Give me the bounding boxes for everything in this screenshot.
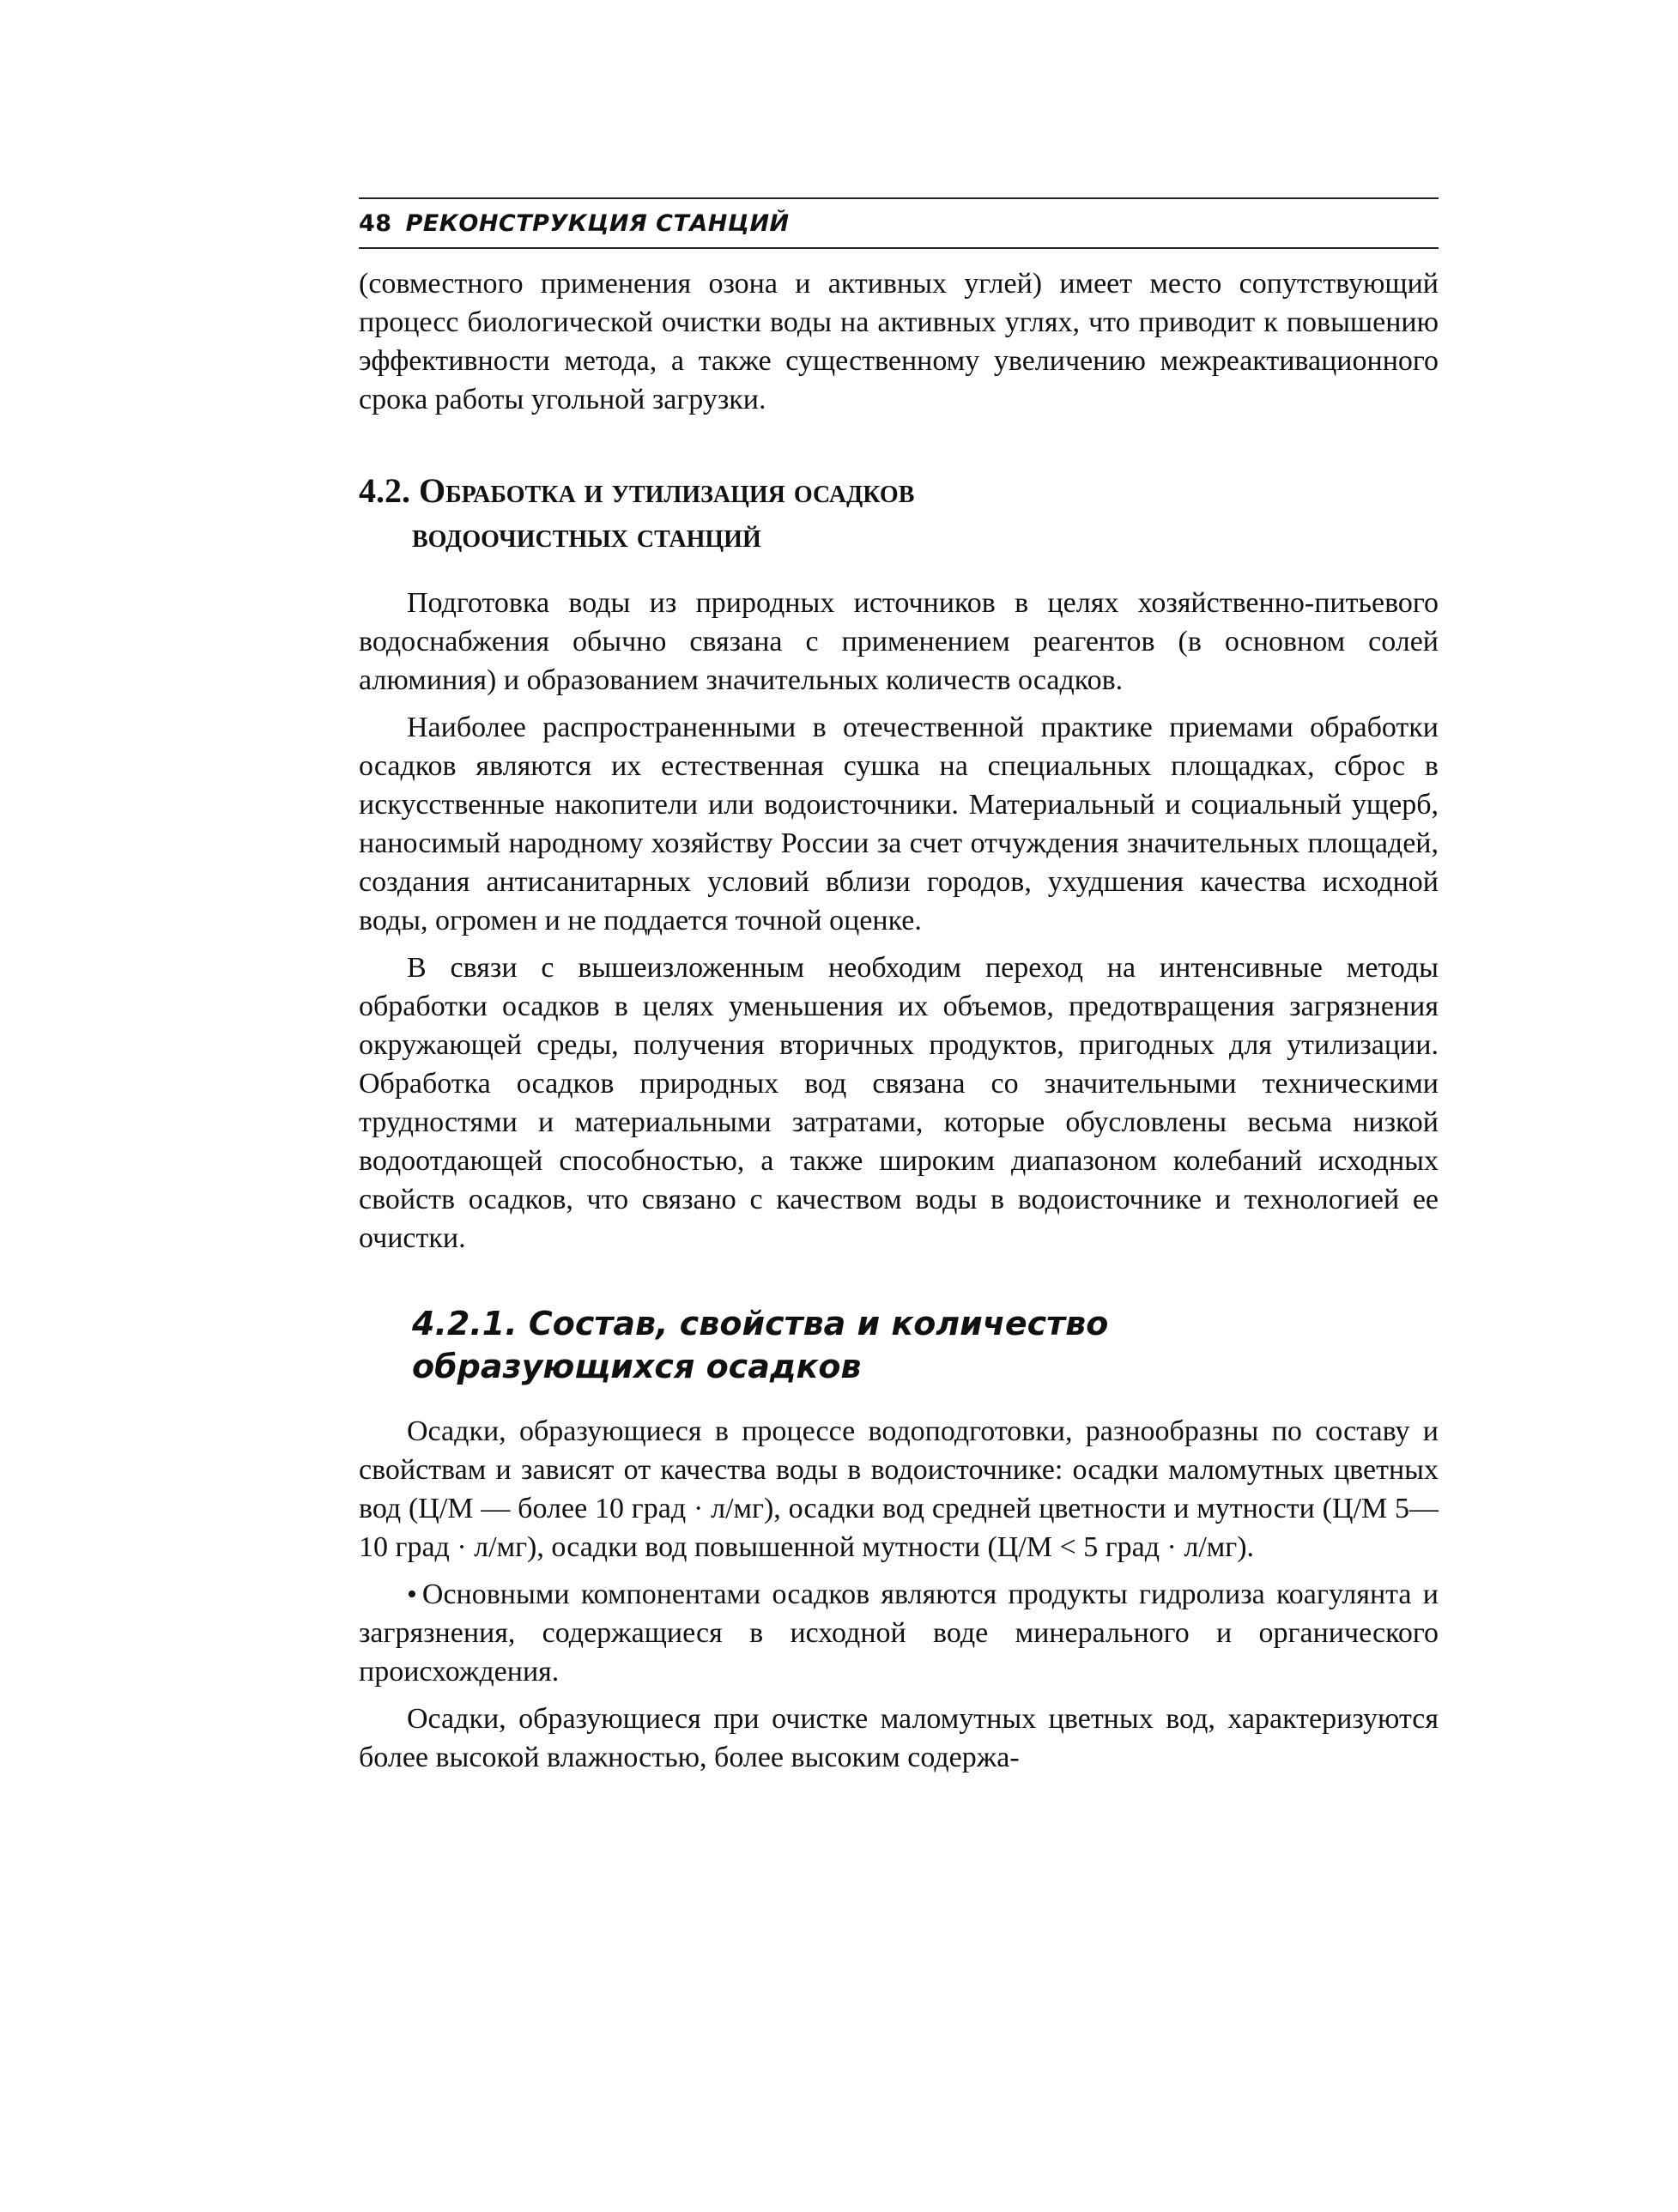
section-paragraph-3: В связи с вышеизложенным необходим переход на интенсивные методы обработки осадков в целях уменьшения их объемов, предотвращения загрязнения окружающей среды, получения вторичных продуктов, пригодных для утилизации. Обработка осадков природных вод связана со значительными техническими трудностями и материальными затратами, которые обусловлены весьма низкой водоотдающей способностью, а также широким диапазоном колебаний исходных свойств осадков, что связано с качеством воды в водоисточнике и технологией ее очистки. [359, 952, 1439, 1254]
book-page [359, 197, 1439, 1777]
section-title-line2: водоочистных станций [412, 516, 761, 555]
section-paragraph-1: Подготовка воды из природных источников в целях хозяйственно-питьевого водоснабжения обычно связана с применением реагентов (в основном солей алюминия) и образованием значительных количеств осадков. [359, 587, 1439, 696]
intro-paragraph: (совместного применения озона и активных углей) имеет место сопутствующий процесс биологической очистки воды на активных углях, что приводит к повышению эффективности метода, а также существенному увеличению межреактивационного срока работы угольной загрузки. [359, 268, 1439, 415]
section-title-line1: Обработка и утилизация осадков [419, 471, 915, 510]
subsection-number: 4.2.1. [412, 1305, 518, 1342]
bullet-paragraph [359, 1575, 1439, 1691]
bullet-icon: • [407, 1579, 417, 1610]
subsection-heading [359, 1302, 1439, 1388]
subsection-title-line2: образующихся осадков [412, 1348, 862, 1385]
section-paragraph-2: Наиболее распространенными в отечественной практике приемами обработки осадков являются их естественная сушка на специальных площадках, сброс в искусственные накопители или водоисточники. Материальный и социальный ущерб, наносимый народному хозяйству России за счет отчуждения значительных площадей, создания антисанитарных условий вблизи городов, ухудшения качества исходной воды, огромен и не поддается точной оценке. [359, 712, 1439, 936]
subsection-paragraph-3: Осадки, образующиеся при очистке маломутных цветных вод, характеризуются более высокой влажностью, более высоким содержа- [359, 1703, 1439, 1773]
running-title: РЕКОНСТРУКЦИЯ СТАНЦИЙ [405, 209, 790, 237]
section-heading [359, 469, 1439, 558]
subsection-title-line1: Состав, свойства и количество [528, 1305, 1109, 1342]
page-number: 48 [359, 209, 392, 237]
subsection-paragraph-1: Осадки, образующиеся в процессе водоподготовки, разнообразны по составу и свойствам и зависят от качества воды в водоисточнике: осадки маломутных цветных вод (Ц/М — более 10 град · л/мг), осадки вод средней цветности и мутности (Ц/М 5—10 град · л/мг), осадки вод повышенной мутности (Ц/М < 5 град · л/мг). [359, 1415, 1439, 1563]
bullet-text: Основными компонентами осадков являются продукты гидролиза коагулянта и загрязнения, содержащиеся в исходной воде минерального и органического происхождения. [359, 1579, 1439, 1688]
running-header [359, 197, 1439, 249]
section-number: 4.2. [359, 471, 410, 510]
